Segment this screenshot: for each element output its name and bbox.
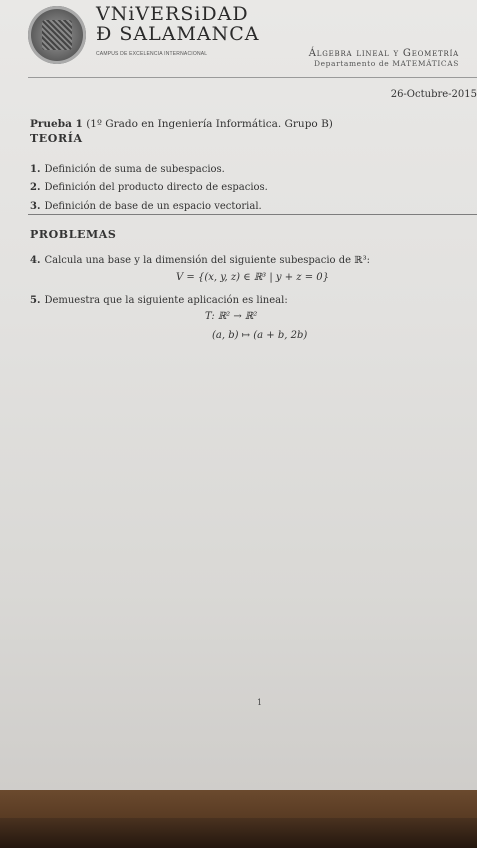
math-expression: T: ℝ² → ℝ² <box>205 311 258 322</box>
course-title: Álgebra lineal y Geometría <box>308 48 459 59</box>
department-name: Departamento de MATEMÁTICAS <box>313 59 459 68</box>
math-expression: (a, b) ↦ (a + b, 2b) <box>212 330 308 341</box>
campus-tagline: CAMPUS DE EXCELENCIA INTERNACIONAL <box>96 51 208 57</box>
section-heading-problemas: PROBLEMAS <box>30 228 117 241</box>
exam-subtitle: (1º Grado en Ingeniería Informática. Grupo B) <box>86 118 333 130</box>
question-text: Demuestra que la siguiente aplicación es lineal: <box>44 295 288 306</box>
table-edge <box>0 818 477 848</box>
page-number: 1 <box>257 698 263 707</box>
math-expression: V = {(x, y, z) ∈ ℝ³ | y + z = 0} <box>176 272 329 283</box>
question-text: Definición del producto directo de espacios. <box>44 182 268 193</box>
question-text: Definición de suma de subespacios. <box>44 164 225 175</box>
question-item <box>30 255 370 266</box>
section-heading-teoria: TEORÍA <box>30 132 83 145</box>
university-name-line1: VNiVERSiDAD <box>96 3 249 25</box>
university-name-line2: Ð SALAMANCA <box>96 23 260 45</box>
exam-title <box>30 118 333 130</box>
question-number: 4. <box>30 255 41 266</box>
exam-date: 26-Octubre-2015 <box>390 89 477 100</box>
exam-name: Prueba 1 <box>30 118 83 130</box>
question-number: 2. <box>30 182 41 193</box>
question-number: 5. <box>30 295 41 306</box>
question-item <box>30 201 262 212</box>
header-divider <box>28 77 477 78</box>
university-seal-icon <box>28 6 86 64</box>
question-item <box>30 295 288 306</box>
section-divider <box>28 214 477 215</box>
question-item <box>30 182 268 193</box>
question-text: Definición de base de un espacio vectorial. <box>44 201 262 212</box>
question-number: 3. <box>30 201 41 212</box>
question-item <box>30 164 225 175</box>
question-text: Calcula una base y la dimensión del siguiente subespacio de ℝ³: <box>44 255 370 266</box>
question-number: 1. <box>30 164 41 175</box>
